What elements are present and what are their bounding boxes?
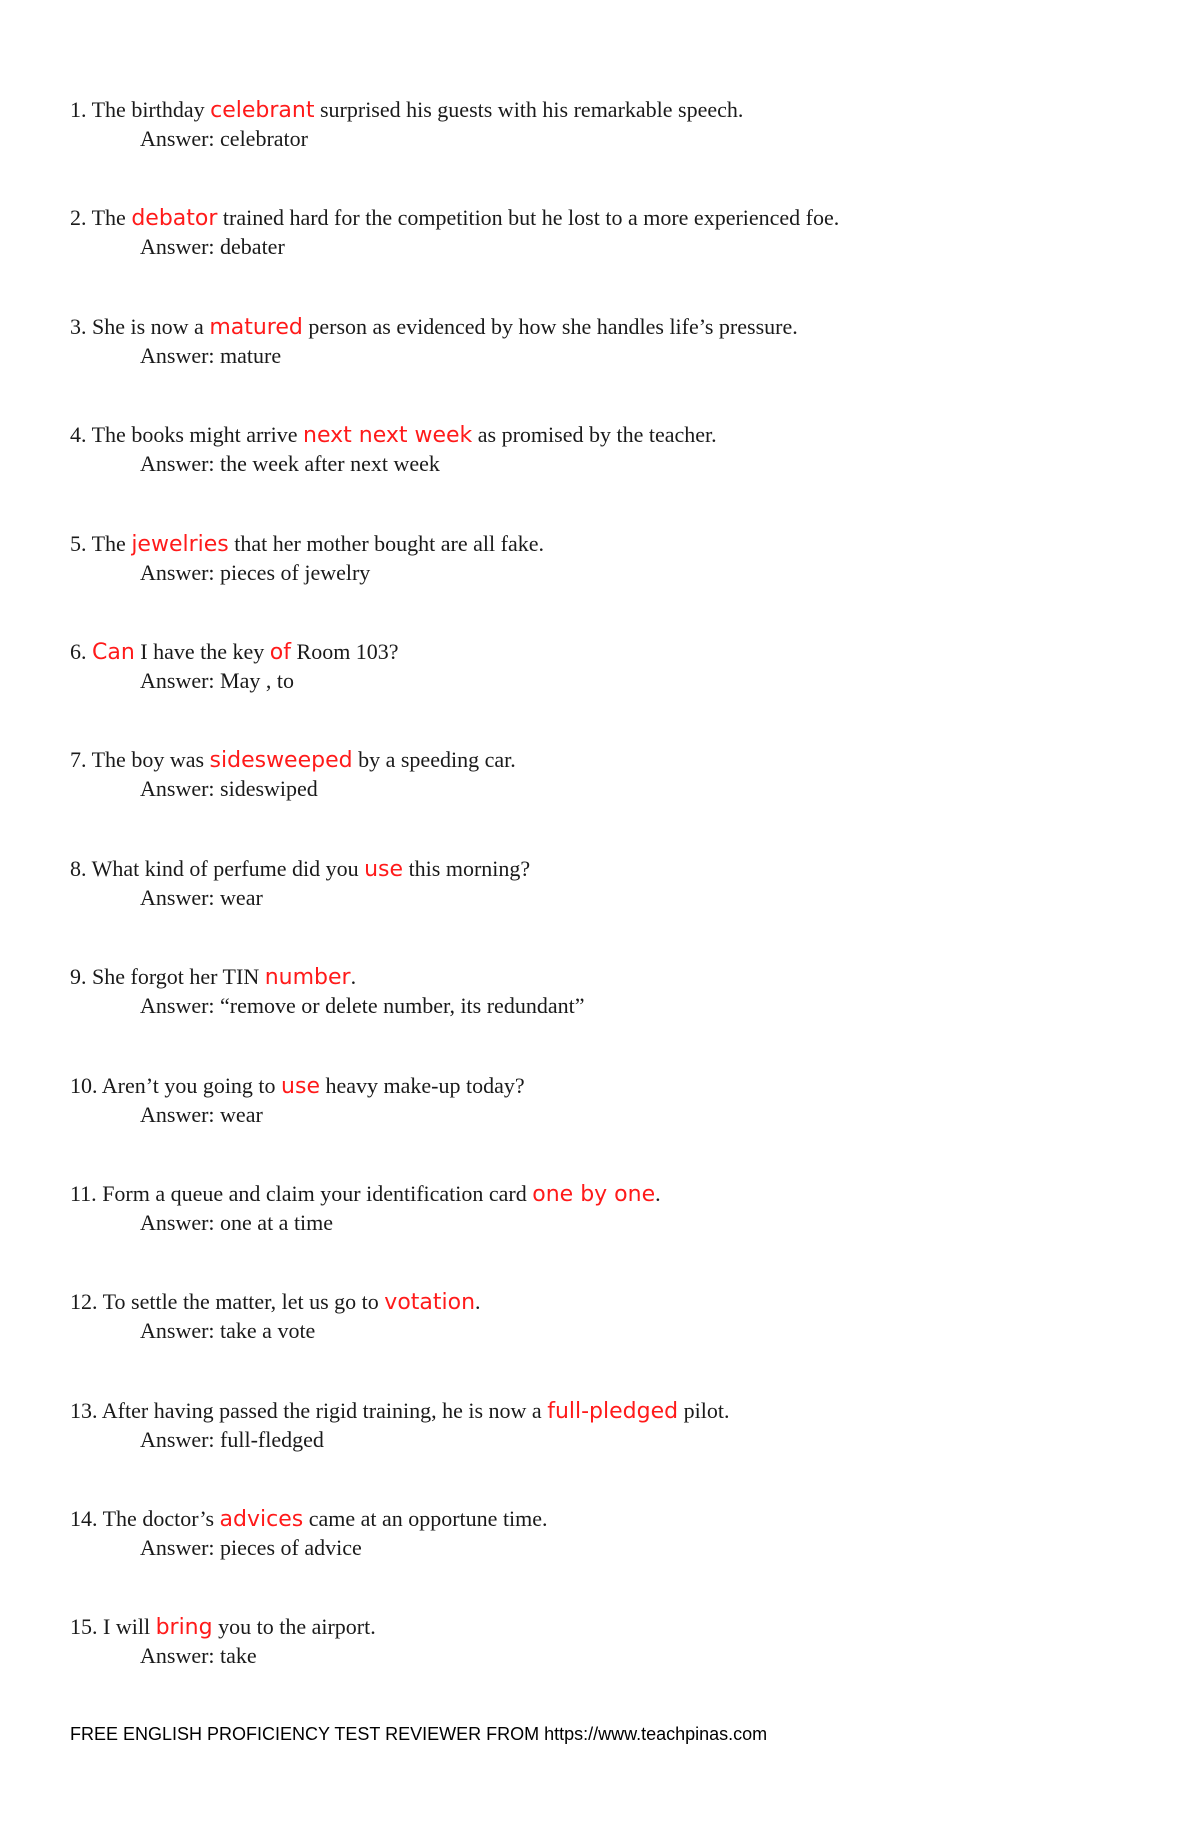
question-item [70, 95, 1150, 203]
question-item [70, 420, 1150, 528]
error-word: celebrant [210, 98, 315, 123]
sentence-text: The [91, 205, 132, 231]
error-word: Can [92, 639, 135, 665]
question-sentence [70, 854, 1150, 884]
sentence-text: . [475, 1289, 481, 1315]
question-sentence [70, 962, 1150, 992]
sentence-text: What kind of perfume did you [91, 855, 365, 881]
question-number: 4. [70, 422, 87, 448]
error-word: full-pledged [547, 1398, 679, 1424]
question-item [70, 312, 1150, 420]
question-sentence [70, 1396, 1150, 1426]
answer-text: Answer: wear [140, 884, 263, 910]
answer-text: Answer: debater [140, 234, 285, 260]
answer-text: Answer: mature [140, 342, 282, 368]
question-number: 7. [70, 747, 87, 773]
answer-text: Answer: take a vote [140, 1318, 316, 1344]
question-number: 8. [70, 855, 87, 881]
question-item [70, 962, 1150, 1070]
answer-text: Answer: pieces of jewelry [140, 559, 371, 585]
question-item [70, 1071, 1150, 1179]
answer-text: Answer: wear [140, 1101, 263, 1127]
question-sentence [70, 529, 1150, 559]
question-sentence [70, 1179, 1150, 1209]
question-item [70, 745, 1150, 853]
sentence-text: person as evidenced by how she handles life’s pressure. [302, 313, 798, 339]
error-word: one by one [532, 1181, 656, 1207]
question-sentence [70, 1612, 1150, 1642]
sentence-text: Room 103? [291, 638, 399, 664]
sentence-text: The doctor’s [102, 1506, 220, 1532]
sentence-text: . [350, 964, 357, 990]
error-word: advices [219, 1507, 304, 1533]
error-word: use [364, 856, 404, 882]
footer-credit: FREE ENGLISH PROFICIENCY TEST REVIEWER FROM https://www.teachpinas.com [70, 1724, 768, 1744]
sentence-text: She forgot her TIN [92, 964, 265, 990]
question-number: 6. [70, 638, 87, 664]
answer-text: Answer: full-fledged [140, 1426, 324, 1452]
error-word: sidesweeped [209, 748, 353, 774]
question-sentence [70, 1504, 1150, 1534]
answer-text: Answer: the week after next week [140, 451, 440, 477]
question-sentence [70, 1287, 1150, 1317]
question-sentence [70, 637, 1150, 667]
sentence-text: came at an opportune time. [303, 1506, 548, 1532]
sentence-text: The boy was [91, 747, 210, 773]
question-item [70, 854, 1150, 962]
question-number: 15. [70, 1614, 98, 1640]
sentence-text: She is now a [92, 313, 210, 339]
error-word: of [269, 639, 292, 665]
question-item [70, 1287, 1150, 1395]
error-word: next next week [303, 423, 473, 449]
sentence-text: The [91, 530, 132, 556]
question-sentence [70, 420, 1150, 450]
question-sentence [70, 203, 1150, 233]
sentence-text: surprised his guests with his remarkable speech. [314, 97, 744, 122]
sentence-text: you to the airport. [212, 1614, 376, 1640]
sentence-text: pilot. [678, 1397, 730, 1423]
error-word: bring [155, 1615, 213, 1641]
answer-text: Answer: one at a time [140, 1209, 334, 1235]
sentence-text: Aren’t you going to [101, 1072, 282, 1098]
sentence-text: as promised by the teacher. [472, 422, 717, 448]
error-word: votation [384, 1290, 476, 1316]
answer-text: Answer: take [140, 1643, 257, 1669]
sentence-text: After having passed the rigid training, he is now a [101, 1397, 548, 1423]
sentence-text: . [655, 1180, 661, 1206]
sentence-text: trained hard for the competition but he lost to a more experienced foe. [217, 205, 840, 231]
sentence-text: this morning? [403, 855, 531, 881]
error-word: debator [131, 206, 218, 232]
question-sentence [70, 1071, 1150, 1101]
answer-text: Answer: celebrator [140, 126, 308, 151]
error-word: use [281, 1073, 320, 1099]
error-word: matured [209, 314, 303, 340]
question-sentence [70, 312, 1150, 342]
question-list [70, 95, 1150, 1721]
answer-text: Answer: sideswiped [140, 776, 318, 802]
question-item [70, 637, 1150, 745]
question-number: 9. [70, 964, 87, 990]
question-number: 1. [70, 97, 87, 122]
question-number: 10. [70, 1072, 98, 1098]
question-number: 12. [70, 1289, 98, 1315]
question-item [70, 1396, 1150, 1504]
sentence-text: The birthday [91, 97, 211, 122]
question-item [70, 1612, 1150, 1720]
sentence-text: heavy make-up today? [320, 1072, 525, 1098]
question-sentence [70, 745, 1150, 775]
sentence-text: by a speeding car. [352, 747, 516, 773]
question-item [70, 1179, 1150, 1287]
error-word: number [264, 965, 351, 991]
question-number: 2. [70, 205, 87, 231]
sentence-text: To settle the matter, let us go to [102, 1289, 385, 1315]
answer-text: Answer: “remove or delete number, its redundant” [140, 993, 585, 1019]
sentence-text: I will [103, 1614, 156, 1640]
question-number: 13. [70, 1397, 98, 1423]
question-number: 5. [70, 530, 87, 556]
question-number: 11. [70, 1180, 97, 1206]
sentence-text: The books might arrive [91, 422, 304, 448]
question-number: 3. [70, 313, 87, 339]
answer-text: Answer: May , to [140, 667, 294, 693]
question-item [70, 1504, 1150, 1612]
question-item [70, 203, 1150, 311]
question-number: 14. [70, 1506, 98, 1532]
error-word: jewelries [131, 531, 229, 557]
question-item [70, 529, 1150, 637]
sentence-text: that her mother bought are all fake. [228, 530, 544, 556]
question-sentence [70, 95, 1150, 125]
sentence-text: Form a queue and claim your identification card [102, 1180, 533, 1206]
answer-text: Answer: pieces of advice [140, 1535, 362, 1561]
sentence-text: I have the key [134, 638, 270, 664]
